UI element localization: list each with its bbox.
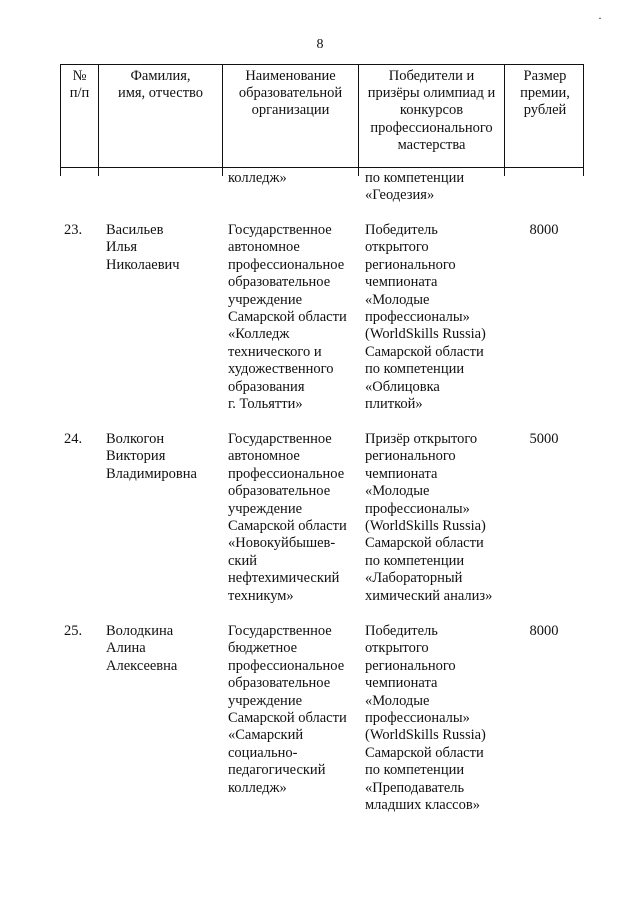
corner-mark: ·	[598, 11, 602, 25]
row-organization: Государственное бюджетное профессиональное образовательное учреждение Самарской области «Самарский социально- педагогический колледж»	[228, 623, 347, 796]
column-line	[358, 168, 359, 176]
header-award: Победители и призёры олимпиад и конкурсов профессионального мастерства	[359, 65, 505, 169]
row-prize: 5000	[529, 431, 559, 447]
column-line	[583, 168, 584, 176]
continuation-org: колледж»	[228, 170, 287, 186]
header-prize: Размер премии, рублей	[520, 68, 570, 119]
row-prize: 8000	[529, 623, 559, 639]
column-line	[504, 168, 505, 176]
row-award: Победитель открытого регионального чемпионата «Молодые профессионалы» (WorldSkills Russia) Самарской области по компетенции «Облицовка плиткой»	[365, 222, 486, 413]
row-name: Васильев Илья Николаевич	[106, 222, 180, 273]
row-number: 23.	[64, 222, 83, 238]
continuation-award: по компетенции «Геодезия»	[365, 170, 465, 204]
row-number: 25.	[64, 623, 83, 639]
column-line	[98, 168, 99, 176]
row-name: Волкогон Виктория Владимировна	[106, 431, 197, 482]
row-prize: 8000	[529, 222, 559, 238]
table-header	[60, 64, 584, 168]
row-number: 24.	[64, 431, 83, 447]
row-organization: Государственное автономное профессиональное образовательное учреждение Самарской области «Колледж технического и художественного образования г. Тольятти»	[228, 222, 347, 413]
row-award: Победитель открытого регионального чемпионата «Молодые профессионалы» (WorldSkills Russia) Самарской области по компетенции «Преподаватель младших классов»	[365, 623, 486, 814]
row-award: Призёр открытого регионального чемпионата «Молодые профессионалы» (WorldSkills Russia) Самарской области по компетенции «Лабораторный химический анализ»	[365, 431, 493, 604]
column-line	[60, 168, 61, 176]
page-number: 8	[316, 37, 324, 52]
row-organization: Государственное автономное профессиональное образовательное учреждение Самарской области «Новокуйбышев- ский нефтехимический техникум»	[228, 431, 347, 604]
header-name: Фамилия, имя, отчество	[99, 65, 223, 169]
column-line	[222, 168, 223, 176]
header-org: Наименование образовательной организации	[223, 65, 359, 169]
header-num: № п/п	[61, 65, 99, 169]
row-name: Володкина Алина Алексеевна	[106, 623, 178, 674]
